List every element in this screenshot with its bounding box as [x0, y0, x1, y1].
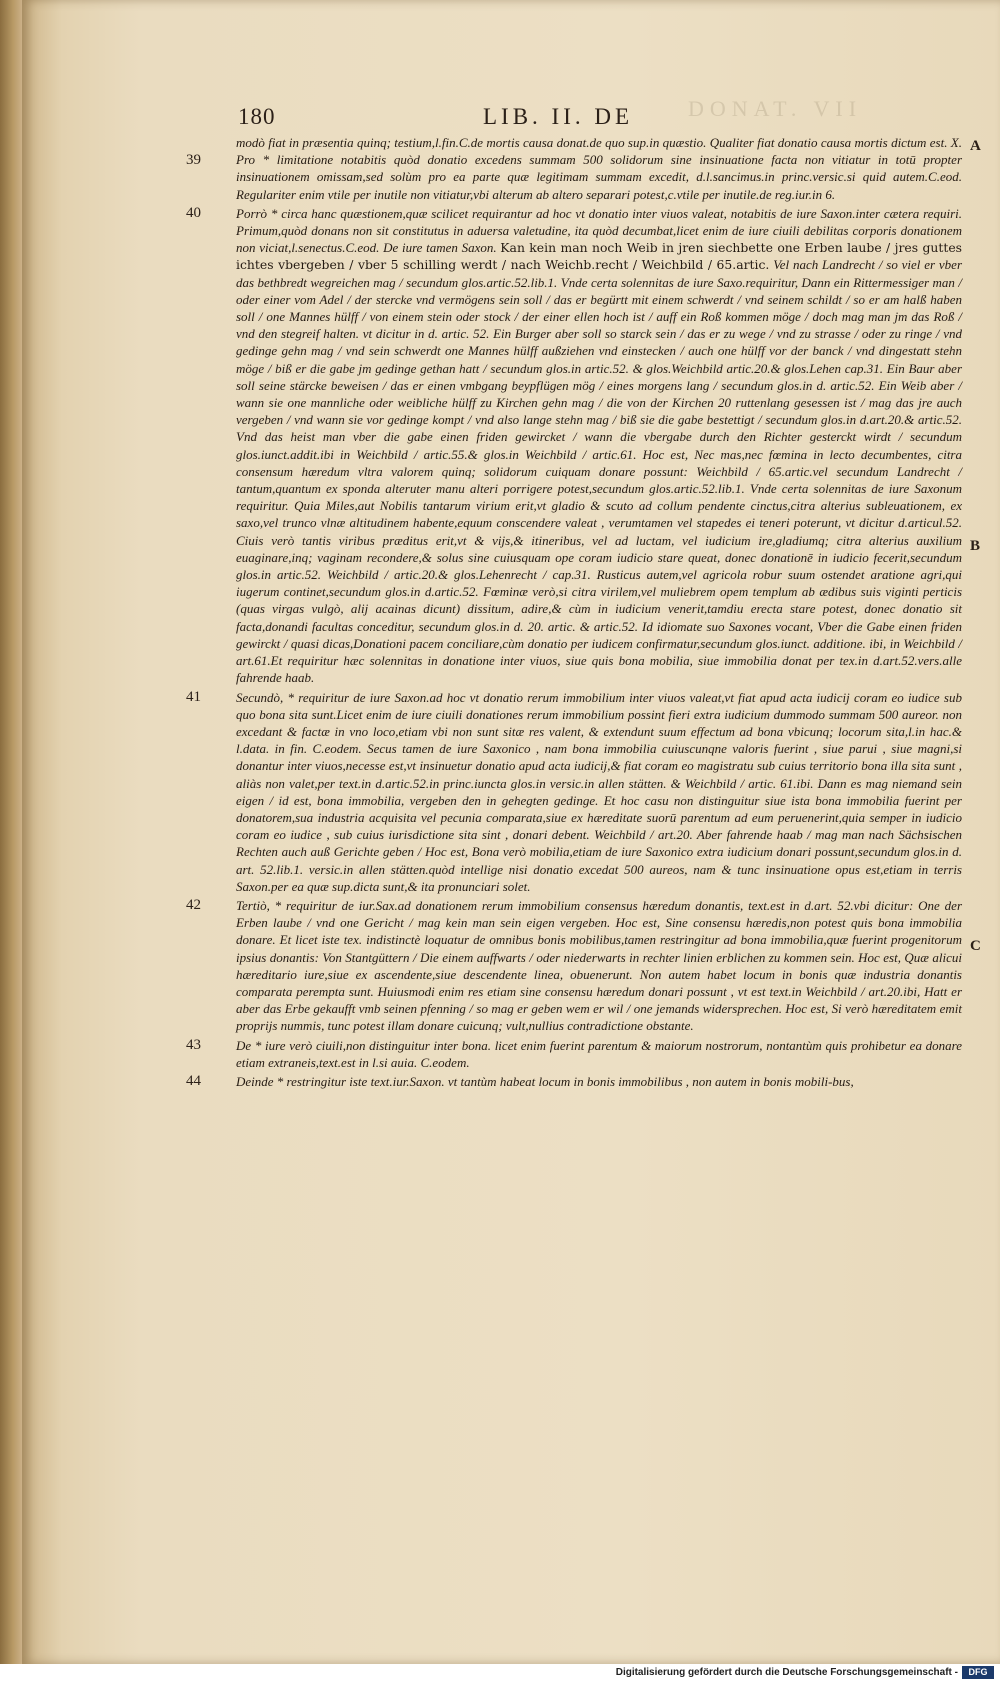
paragraph-44	[186, 1072, 962, 1090]
margin-number-42: 42	[186, 896, 201, 913]
bleed-through-text: DONAT. VII	[688, 96, 863, 121]
paragraph-41	[186, 688, 962, 895]
paragraph-text: Tertiò, * requiritur de iur.Sax.ad donationem rerum immobilium consensus hæredum donantis, text.est in d.art. 52.vbi dicitur: One der Erben laube / vnd one Gericht / mag kein man sein eigen vergeben. Hoc est, Sine consensu hæredis,non potest quis bona immobilia donare. Et licet iste tex. indistinctè loquatur de omnibus bonis mobilibus,tamen restringitur ad bona immobilia,quæ fuerint progenitorum ipsius donantis: Von Stantgüttern / Die einem auffwarts / oder niederwarts in rechter linien erblichen zu kommen sein. Hoc est, Quæ alicui hæreditario iure,siue ex ascendente,siue descendente linea, obuenerunt. Non autem habet locum in bonis quæ industria donantis comparata perempta sunt. Huiusmodi enim res etiam sine consensu hæredum donari possunt , vt est text.in Weichbild / art.20.ibi, Hatt er aber das Erbe gekaufft vmb seinen pfenning / so mag er geben wem er wil / one jemands widersprechen. Hoc est, Si verò hæreditatem emit proprijs nummis, tunc potest illam donare cuicunq; vult,nullius contradictione obstante.	[236, 897, 962, 1034]
funding-notice: Digitalisierung gefördert durch die Deutsche Forschungsgemeinschaft -	[615, 1667, 958, 1678]
book-page	[22, 0, 1000, 1664]
margin-number-40: 40	[186, 204, 201, 221]
dfg-logo-icon: DFG	[962, 1666, 994, 1679]
margin-number-39: 39	[186, 152, 201, 168]
margin-letter-a: A	[970, 138, 981, 154]
paragraph-text: Secundò, * requiritur de iure Saxon.ad hoc vt donatio rerum immobilium inter viuos valeat,vt fiat apud acta iudicij coram eo iudice sub quo bona sita sunt.Licet enim de iure ciuili donationes rerum immobilium possint fieri extra iudicium dummodo summam 500 aureor. non excedant & factæ in vno loco,etiam vbi non sunt sitæ res valent, & extendunt suum effectum ad bona vbicunq; locorum sita,l.in hac.& l.data. in fin. C.eodem. Secus tamen de iure Saxonico , nam bona immobilia cuiuscunqne valoris fuerint , siue parui , siue magni,si donantur inter viuos,necesse est,vt insinuetur donatio apud acta iudicij,& fiat coram eo magistratu sub cuius territorio bona illa sita sunt , aliàs non valet,per text.in d.artic.52.in princ.iuncta glos.in versic.in allen stätten. & Weichbild / artic. 61.ibi. Dann es mag niemand sein eigen / id est, bona immobilia, vergeben den in gehegten gedinge. Et hoc casu non distinguitur siue ista bona immobilia fuerint per donatorem,sua industria acquisita vel pecunia comparata,siue ex hæreditate suorū parentum ad eum peruenerint,quia semper in iudicio coram eo iudice , sub cuius iurisdictione sita sint , donari debent. Weichbild / art.20. Aber fahrende haab / mag man nach Sächsischen Rechten auch auß Gerichte geben / Hoc est, Bona verò mobilia,etiam de iure Saxonico extra iudicium donari possunt,secundum glos.in d. art. 52.lib.1. versic.in allen stätten.quòd intellige nisi donatio excedat 500 aureos, nam & tunc insinuatione opus est,etiam in terris Saxon.per ea quæ sup.dicta sunt,& ita pronunciari solet.	[236, 689, 962, 894]
running-title: LIB. II. DE	[483, 104, 634, 129]
paragraph-43	[186, 1036, 962, 1071]
paragraph-40	[186, 204, 963, 687]
paragraph-text: Deinde * restringitur iste text.iur.Saxon. vt tantùm habeat locum in bonis immobilibus , non autem in bonis mobili-bus,	[236, 1073, 854, 1089]
paragraph-text: modò fiat in præsentia quinq; testium,l.fin.C.de mortis causa donat.de quo sup.in quæstio. Qualiter fiat donatio causa mortis dictum est. X. Pro * limitatione notabitis quòd donatio excedens summam 500 solidorum sine insinuatione facta non vitiatur in totū propter insinuationem omissam,sed solùm pro ea parte quæ legitimam summam excedit, d.l.sancimus.in princ.versic.si quid autem.C.eod. Regulariter enim vtile per inutile non vitiatur,vbi alterum ab altero separari potest,c.vtile per inutile.de reg.iur.in 6.	[236, 135, 962, 202]
margin-number-43: 43	[186, 1036, 201, 1053]
margin-number-41: 41	[186, 688, 201, 705]
german-text: Kan kein man noch Weib in jren siechbette one Erben laube / jres guttes ichtes vbergeben / vber 5 schilling werdt / nach Weichb.recht / Weichbild / 65.artic.	[236, 240, 963, 273]
text-block	[186, 134, 981, 1092]
paragraph-39	[186, 134, 962, 203]
margin-letter-c: C	[970, 938, 981, 954]
footer-bar	[0, 1664, 1000, 1682]
paragraph-42	[186, 896, 962, 1035]
running-head	[238, 96, 958, 130]
paragraph-text-continued: Vel nach Landrecht / so viel er vber das bethbredt wegreichen mag / secundum glos.artic.52.lib.1. Vnde certa solennitas de iure Saxo.requiritur, Dann ein Rittermessiger man / oder einer vom Adel / der stercke vnd vermögens sein soll / das er begürtt mit einem schwerdt / vnd seinem schildt / so er am halß haben soll / one Mannes hülff / von einem stein oder stock / der einer ellen hoch ist / auff ein Roß kommen möge / doch mag man jm das Roß / vnd den stegreif halten. vt dicitur in d. artic. 52. Ein Burger aber soll so starck sein / das er zu wege / vnd zu strasse / oder zu ringe / vnd gedinge gehn mag / vnd sein schwerdt one Mannes hülff außziehen vnd einstecken / auch one hülff vor der banck / vnd dingestatt stehn möge / biß er die gabe jm gedinge gethan hatt / secundum glos.in artic.52. & glos.Weichbild artic.20.& glos.Lehen cap.31. Ein Baur aber soll seine stärcke beweisen / das er einen vmbgang beypflügen mög / eines morgens lang / secundum glos.in d. artic.52. Ein Weib aber / wann sie one mannliche oder weibliche hülff zu Kirchen gehn mag / die von der Kirchen 20 ruttenlang gesessen ist / mag das jre auch vergeben / vnd wann sie vor gedinge kompt / vnd also lange stehn mag / biß sie die gabe bestettigt / secundum glos.in d.art.20.& artic.52. Vnd das heist man vber die gabe einen friden gewircket / wann die vbergabe durch den Richter gesterckt wirdt / secundum glos.iunct.addit.ibi in Weichbild / artic.55.& glos.in Weichbild / artic.61. Hoc est, Nec mas,nec fœmina in lecto decumbentes, citra consensum hæredum vltra valorem quinq; solidorum cuiquam donare possunt: Weichbild / 65.artic.vel secundum Landrecht / tantum,quantum ex sponda alteruter manu alteri porrigere potest,secundum glos.artic.52.lib.1. Vnde certa solennitas de iure Saxonum requiritur. Quia Miles,aut Nobilis tantarum virium erit,vt gladio & scuto ad collum pendente cinctus,citra alterius subleuationem, ex saxo,vel trunco vlnæ altitudinem habente,equum conscendere valeat , verumtamen vel stapedes ei teneri poterunt, vt dicitur d.articul.52. Ciuis verò tantis viribus præditus erit,vt & vijs,& itineribus, vel ad luctam, vel iudicium ire,gladiumq; citra alterius auxilium euaginare,inq; vaginam recondere,& solus sine cuiusquam ope coram iudicio stare queat, donec donationē in iudicio fecerit,secundum glos.in artic.52. Weichbild / artic.20.& glos.Lehenrecht / cap.31. Rusticus autem,vel agricola robur suum ostendet aratione agri,qui iugerum continet,secundum glos.in d.artic.52. Fœminæ verò,si citra virilem,vel muliebrem opem templum ab ædibus suis viginti perticis (quas virgas vulgò, alij acainas dicunt) dissitum, adire,& cùm in iudicium venerit,tamdiu erecta stare potest, donec donatio sit facta,donandi facultas conceditur, secundum glos.in d. 20. artic. & artic.52. Id idiomate suo Saxones vocant, Vber die Gabe einen friden gewirckt / quasi dicas,Donationi pacem conciliare,cùm donatio per iudicem confirmatur,secundum glos.iunct. additione. ibi, in Weichbild / art.61.Et requiritur hæc solennitas in donatione inter viuos, siue quis bona mobilia, siue immobilia donat per tex.in d.art.52.vers.alle fahrende haab.	[236, 257, 963, 686]
paragraph-text: Porrò * circa hanc quæstionem,quæ scilicet requirantur ad hoc vt donatio inter viuos valeat, notabitis de iure Saxon.inter cætera requiri. Primum,quòd donans non sit constitutus in aduersa valetudine, ita quòd decumbat,licet enim de iure ciuili debilitas corporis donationem non viciat,l.senectus.C.eod. De iure tamen Saxon.	[236, 205, 962, 256]
margin-letter-b: B	[970, 538, 981, 554]
margin-number-44: 44	[186, 1072, 201, 1089]
page-number: 180	[238, 104, 276, 129]
paragraph-text: De * iure verò ciuili,non distinguitur inter bona. licet enim fuerint parentum & maiorum nostrorum, nontantùm quis prohibetur ea donare etiam extraneis,text.est in l.si auia. C.eodem.	[236, 1037, 962, 1070]
book-gutter	[0, 0, 22, 1664]
